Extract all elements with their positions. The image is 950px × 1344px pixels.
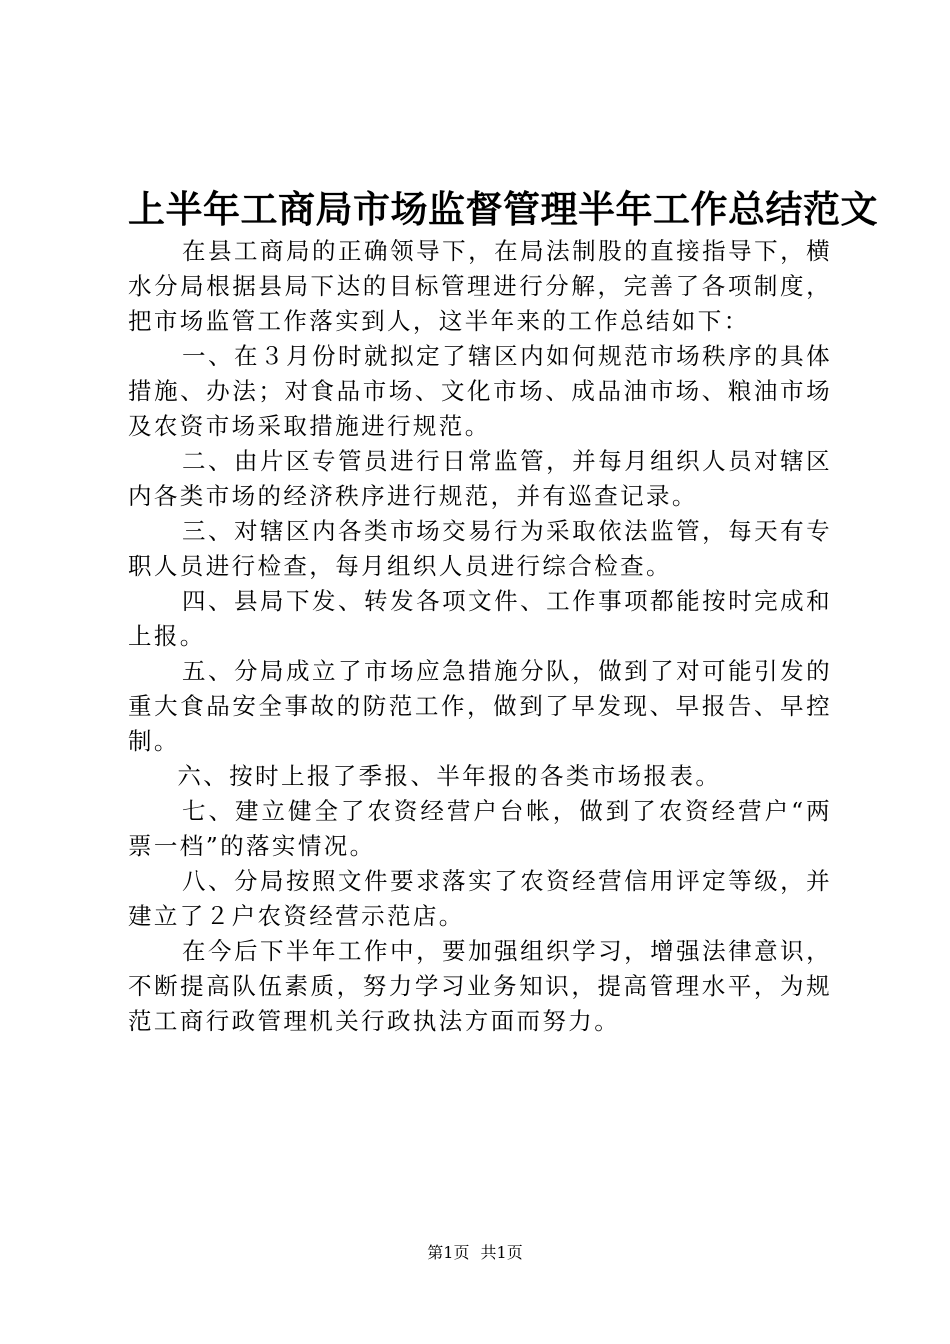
- body-paragraph-intro: 在县工商局的正确领导下，在局法制股的直接指导下，横水分局根据县局下达的目标管理进行分解，完善了各项制度，把市场监管工作落实到人，这半年来的工作总结如下：: [128, 237, 832, 335]
- body-paragraph-item-7: 七、建立健全了农资经营户台帐，做到了农资经营户“两票一档”的落实情况。: [128, 797, 832, 860]
- document-body: [128, 234, 832, 1039]
- body-paragraph-conclusion: 在今后下半年工作中，要加强组织学习，增强法律意识，不断提高队伍素质，努力学习业务知识，提高管理水平，为规范工商行政管理机关行政执法方面而努力。: [128, 937, 832, 1035]
- page-number-current: 第1页: [427, 1243, 470, 1262]
- body-paragraph-item-5: 五、分局成立了市场应急措施分队，做到了对可能引发的重大食品安全事故的防范工作，做到了早发现、早报告、早控制。: [128, 657, 832, 755]
- body-paragraph-item-6: 六、按时上报了季报、半年报的各类市场报表。: [177, 762, 722, 790]
- body-paragraph-item-2: 二、由片区专管员进行日常监管，并每月组织人员对辖区内各类市场的经济秩序进行规范，并有巡查记录。: [128, 447, 832, 510]
- body-paragraph-item-8: 八、分局按照文件要求落实了农资经营信用评定等级，并建立了２户农资经营示范店。: [128, 867, 832, 930]
- body-paragraph-item-1: 一、在３月份时就拟定了辖区内如何规范市场秩序的具体措施、办法；对食品市场、文化市场、成品油市场、粮油市场及农资市场采取措施进行规范。: [128, 342, 832, 440]
- page-number-total: 共1页: [480, 1243, 523, 1262]
- page-footer: [0, 1243, 950, 1263]
- body-paragraph-item-4: 四、县局下发、转发各项文件、工作事项都能按时完成和上报。: [128, 587, 832, 650]
- body-paragraph-item-3: 三、对辖区内各类市场交易行为采取依法监管，每天有专职人员进行检查，每月组织人员进行综合检查。: [128, 517, 832, 580]
- document-title: 上半年工商局市场监督管理半年工作总结范文: [128, 187, 878, 231]
